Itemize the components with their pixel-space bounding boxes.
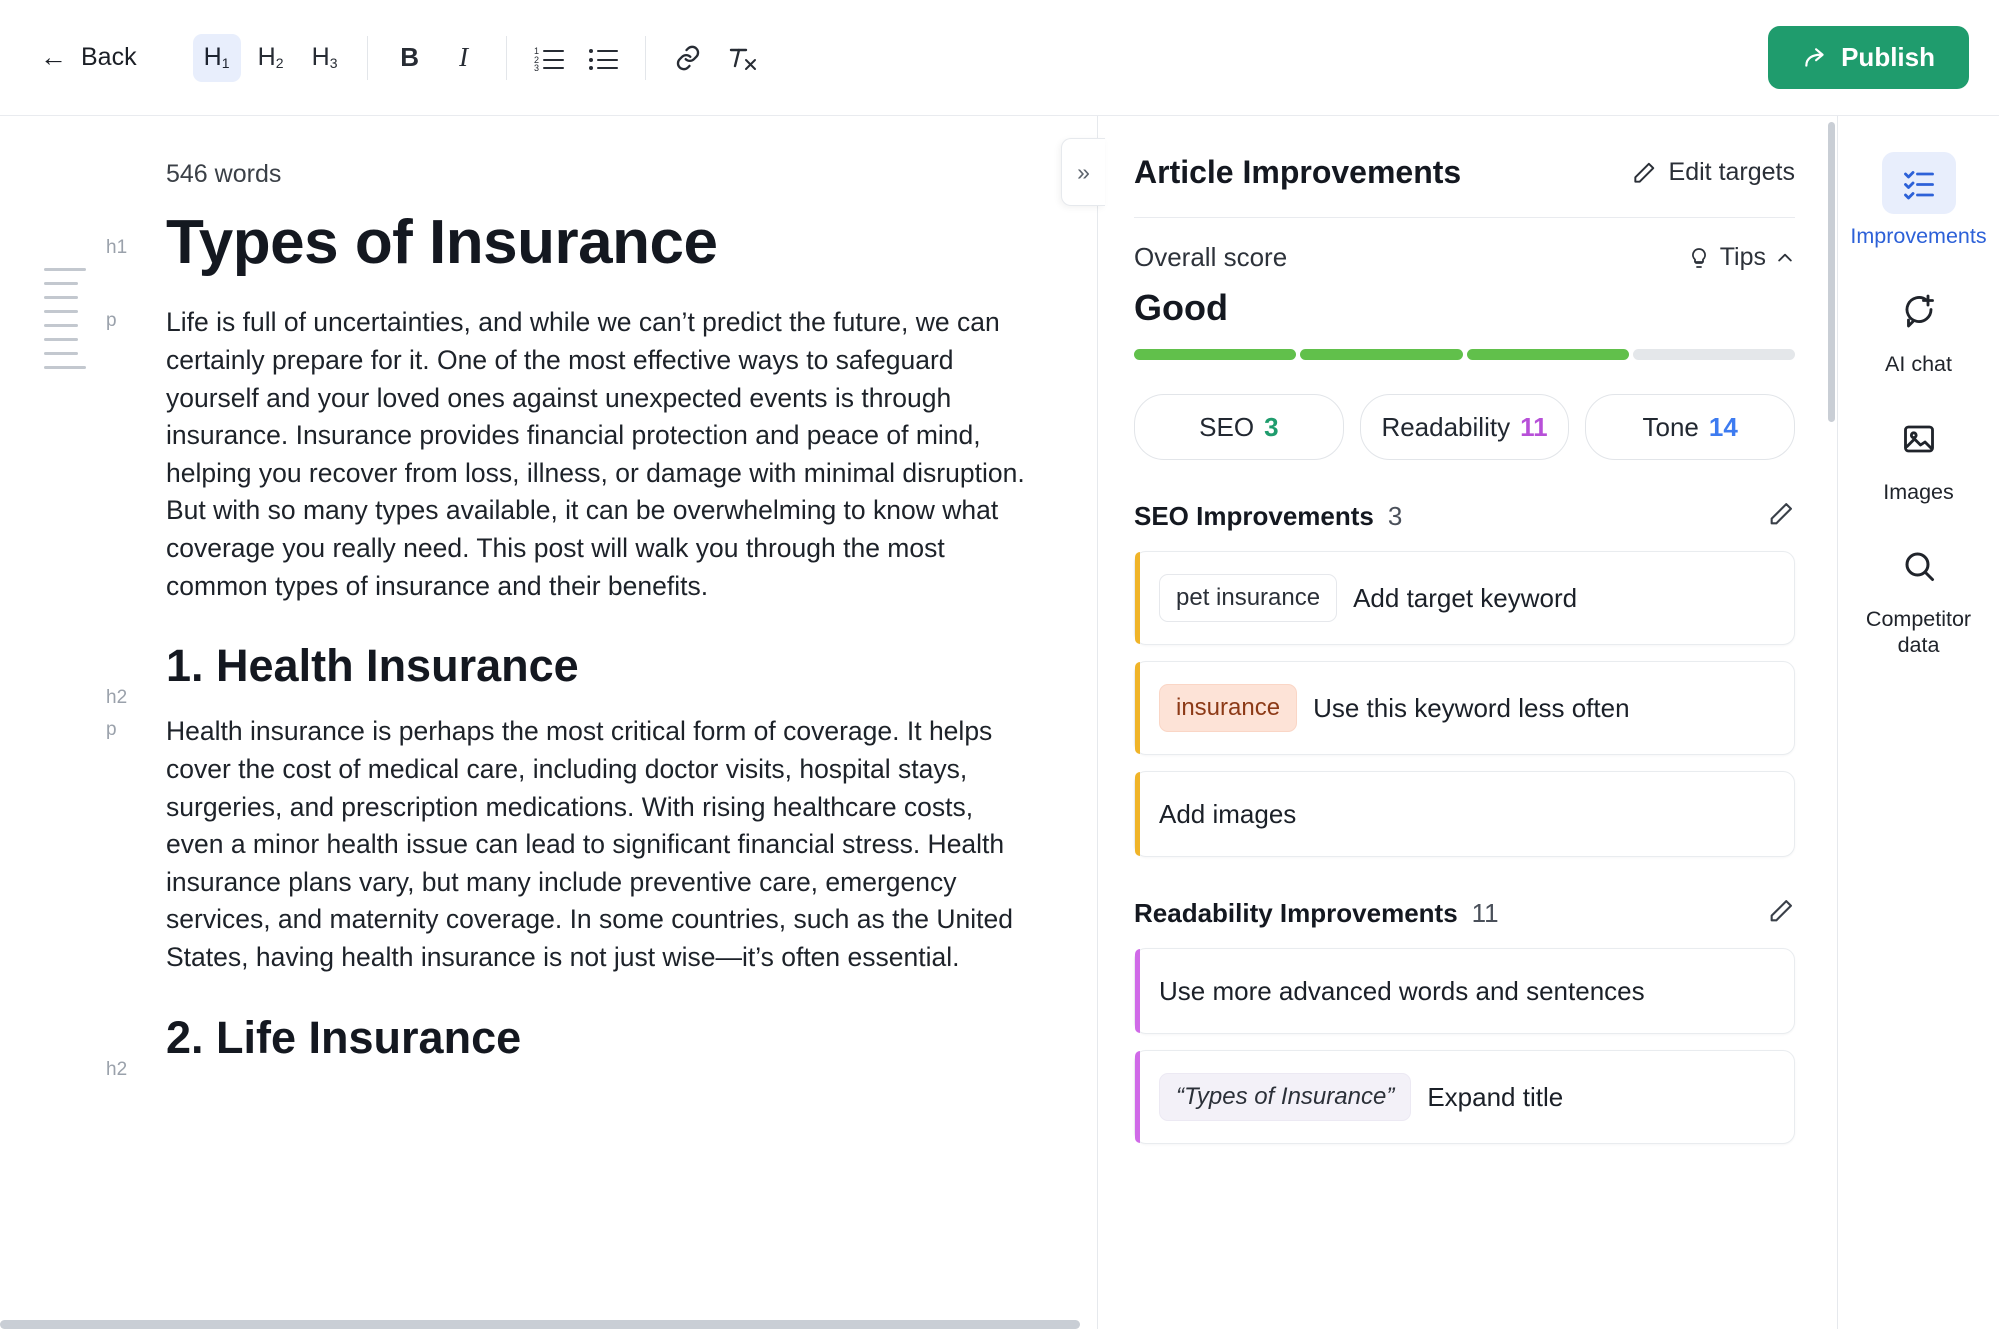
tips-label: Tips xyxy=(1719,243,1766,271)
score-progress-bar xyxy=(1134,349,1795,360)
doc-block-p1[interactable] xyxy=(46,304,1037,605)
svg-text:3: 3 xyxy=(533,62,539,73)
doc-block-p2[interactable] xyxy=(46,713,1037,976)
chip-tone-label: Tone xyxy=(1642,411,1699,442)
checklist-icon xyxy=(1882,152,1956,214)
right-rail xyxy=(1837,116,1999,1329)
toolbar-extra-group xyxy=(664,34,766,82)
readability-section-title: Readability Improvements xyxy=(1134,898,1458,928)
toolbar-format-group xyxy=(386,34,488,82)
doc-block-h2-1[interactable] xyxy=(46,639,1037,709)
keyword-chip: insurance xyxy=(1159,684,1297,732)
rail-label-ai-chat: AI chat xyxy=(1885,351,1952,376)
chip-tone[interactable] xyxy=(1585,394,1795,460)
keyword-chip: “Types of Insurance” xyxy=(1159,1073,1411,1121)
score-segment xyxy=(1467,349,1629,360)
rail-item-ai-chat[interactable] xyxy=(1844,270,1994,392)
rail-item-improvements[interactable] xyxy=(1844,142,1994,264)
main-body xyxy=(0,116,1999,1329)
improvement-card[interactable] xyxy=(1134,551,1795,645)
back-button-label: Back xyxy=(81,43,137,71)
rail-label-improvements: Improvements xyxy=(1850,224,1987,248)
doc-title[interactable]: Types of Insurance xyxy=(166,208,718,277)
improvement-text: Use more advanced words and sentences xyxy=(1159,975,1645,1006)
edit-targets-label: Edit targets xyxy=(1668,158,1795,186)
chevron-up-icon xyxy=(1775,248,1795,268)
svg-text:1: 1 xyxy=(533,45,539,56)
improvement-card[interactable] xyxy=(1134,771,1795,857)
toolbar-divider-3 xyxy=(645,36,646,80)
doc-paragraph[interactable]: Health insurance is perhaps the most critical form of coverage. It helps cover the cost of medical care, including doctor visits, hospital stays, surgeries, and prescription medications. With rising healthcare costs, even a minor health issue can lead to significant financial stress. Health insurance plans vary, but many include preventive care, emergency services, and maternity coverage. In some countries, such as the United States, having health insurance is not just wise—it’s often essential. xyxy=(166,716,1013,973)
score-segment xyxy=(1633,349,1795,360)
word-count: 546 words xyxy=(166,160,282,188)
link-icon[interactable] xyxy=(664,34,712,82)
block-tag-p2: p xyxy=(106,719,117,741)
share-icon xyxy=(1802,45,1828,71)
improvement-text: Add target keyword xyxy=(1353,582,1578,613)
chip-readability[interactable] xyxy=(1360,394,1570,460)
keyword-chip: pet insurance xyxy=(1159,574,1337,622)
overall-score-row xyxy=(1134,242,1795,273)
doc-block-h1[interactable] xyxy=(46,207,1037,278)
rail-item-images[interactable] xyxy=(1844,398,1994,520)
rail-item-competitor-data[interactable] xyxy=(1844,525,1994,673)
panel-scrollbar[interactable] xyxy=(1828,122,1835,422)
rail-label-competitor-data: Competitor data xyxy=(1865,607,1972,658)
readability-section-count: 11 xyxy=(1471,898,1499,928)
toolbar-list-group xyxy=(525,34,627,82)
horizontal-scrollbar[interactable] xyxy=(0,1320,1080,1329)
overall-score-label: Overall score xyxy=(1134,242,1288,272)
back-button[interactable] xyxy=(36,35,147,80)
block-tag-h2-2: h2 xyxy=(106,1058,128,1080)
editor-toolbar xyxy=(0,0,1999,116)
seo-section-header xyxy=(1134,500,1795,533)
doc-paragraph[interactable]: Life is full of uncertainties, and while we can’t predict the future, we can certainly prepare for it. One of the most effective ways to safeguard yourself and your loved ones against unexpected events is through insurance. Insurance provides financial protection and peace of mind, helping you recover from loss, illness, or damage with minimal disruption. But with so many types available, it can be overwhelming to know what coverage you really need. This post will walk you through the most common types of insurance and their benefits. xyxy=(166,307,1025,601)
panel-header xyxy=(1134,154,1795,218)
collapse-panel-button[interactable]: » xyxy=(1061,138,1105,206)
block-tag-p1: p xyxy=(106,310,117,332)
rail-label-images: Images xyxy=(1883,479,1954,504)
publish-button[interactable] xyxy=(1768,26,1969,89)
chip-tone-count: 14 xyxy=(1708,411,1738,442)
seo-section-title: SEO Improvements xyxy=(1134,501,1374,531)
heading-2-button[interactable]: H $_2$ xyxy=(257,43,284,71)
italic-button[interactable]: I xyxy=(459,42,469,72)
doc-heading[interactable]: 2. Life Insurance xyxy=(166,1011,522,1063)
heading-1-button[interactable]: H $_1$ xyxy=(193,34,241,82)
heading-3-button[interactable]: H $_3$ xyxy=(311,43,338,71)
chip-readability-count: 11 xyxy=(1520,411,1548,442)
arrow-left-icon: ← xyxy=(40,42,67,72)
doc-block-h2-2[interactable] xyxy=(46,1011,1037,1080)
seo-section-edit-icon[interactable] xyxy=(1767,500,1795,533)
panel-title: Article Improvements xyxy=(1134,154,1462,190)
toolbar-heading-group xyxy=(193,34,349,82)
publish-button-label: Publish xyxy=(1841,42,1935,72)
image-icon xyxy=(1882,408,1956,470)
improvement-card[interactable] xyxy=(1134,948,1795,1034)
lightbulb-icon xyxy=(1687,246,1711,270)
improvement-text: Use this keyword less often xyxy=(1313,692,1630,723)
block-tag-h2-1: h2 xyxy=(106,687,128,709)
ai-chat-icon xyxy=(1882,280,1956,342)
improvement-text: Add images xyxy=(1159,798,1297,829)
improvements-panel xyxy=(1077,116,1837,1329)
toolbar-divider-1 xyxy=(367,36,368,80)
seo-section-count: 3 xyxy=(1387,501,1403,531)
document-editor[interactable] xyxy=(0,116,1097,1329)
doc-heading[interactable]: 1. Health Insurance xyxy=(166,640,579,692)
toolbar-divider-2 xyxy=(506,36,507,80)
readability-section-header xyxy=(1134,897,1795,930)
overall-score-value: Good xyxy=(1134,287,1228,328)
edit-targets-button[interactable] xyxy=(1631,158,1795,187)
readability-section-edit-icon[interactable] xyxy=(1767,897,1795,930)
bullet-list-icon[interactable] xyxy=(579,34,627,82)
tips-button[interactable] xyxy=(1687,243,1795,272)
chip-seo-label: SEO xyxy=(1199,411,1255,442)
ordered-list-icon[interactable] xyxy=(525,34,573,82)
improvement-card[interactable] xyxy=(1134,661,1795,755)
pencil-icon xyxy=(1631,160,1657,186)
svg-text:2: 2 xyxy=(533,54,539,65)
improvement-text: Expand title xyxy=(1427,1081,1564,1112)
search-icon xyxy=(1882,535,1956,597)
chip-seo-count: 3 xyxy=(1264,411,1279,442)
metric-chips xyxy=(1134,394,1795,460)
block-tag-h1: h1 xyxy=(106,237,128,258)
bold-button[interactable]: B xyxy=(400,42,419,72)
chip-seo[interactable] xyxy=(1134,394,1344,460)
chip-readability-label: Readability xyxy=(1381,411,1511,442)
clear-formatting-icon[interactable] xyxy=(718,34,766,82)
score-segment xyxy=(1134,349,1296,360)
score-segment xyxy=(1300,349,1462,360)
improvement-card[interactable] xyxy=(1134,1050,1795,1144)
